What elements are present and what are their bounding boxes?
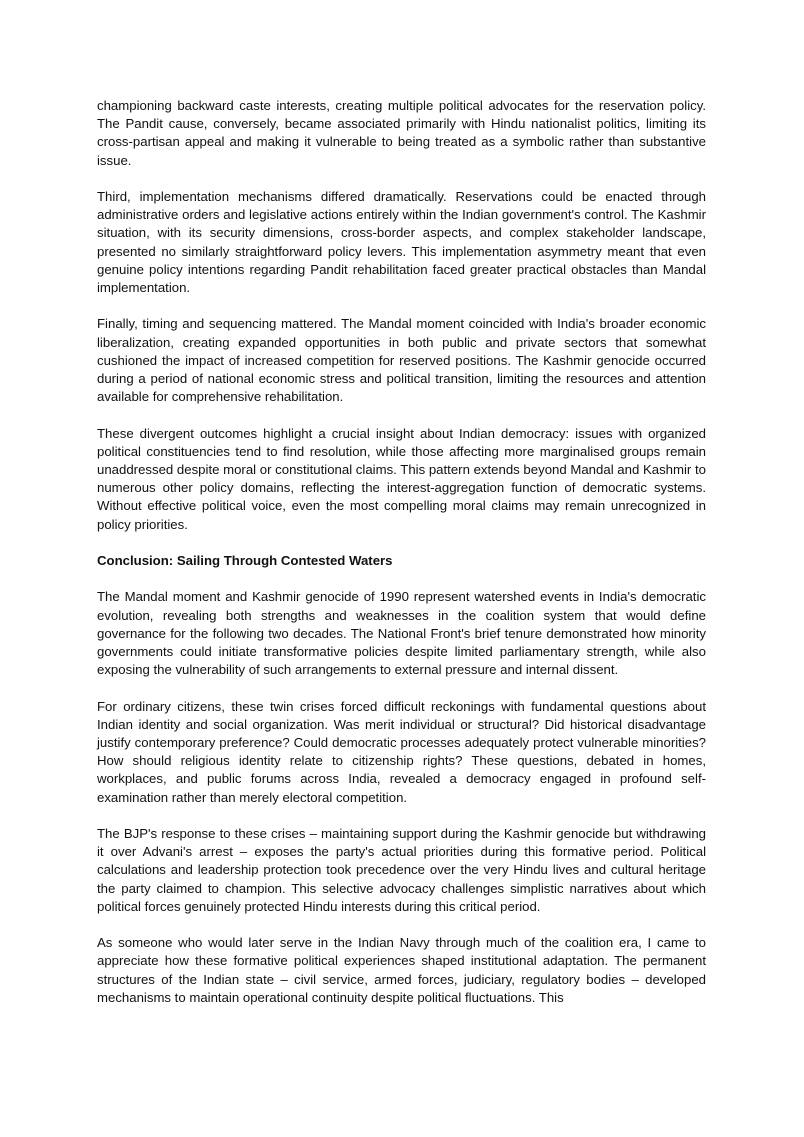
document-page (97, 97, 706, 1025)
body-paragraph: As someone who would later serve in the Indian Navy through much of the coalition era, I came to appreciate how these formative political experiences shaped institutional adaptation. The permanent structures of the Indian state – civil service, armed forces, judiciary, regulatory bodies – developed mechanisms to maintain operational continuity despite political fluctuations. This (97, 935, 706, 1005)
body-paragraph: Finally, timing and sequencing mattered. The Mandal moment coincided with India's broader economic liberalization, creating expanded opportunities in both public and private sectors that somewhat cushioned the impact of increased competition for reserved positions. The Kashmir genocide occurred during a period of national economic stress and political transition, limiting the resources and attention available for comprehensive rehabilitation. (97, 316, 706, 405)
body-paragraph: These divergent outcomes highlight a crucial insight about Indian democracy: issues with organized political constituencies tend to find resolution, while those affecting more marginalised groups remain unaddressed despite moral or constitutional claims. This pattern extends beyond Mandal and Kashmir to numerous other policy domains, reflecting the interest-aggregation function of democratic systems. Without effective political voice, even the most compelling moral claims may remain unrecognized in policy priorities. (97, 425, 706, 532)
body-paragraph: The BJP's response to these crises – maintaining support during the Kashmir genocide but withdrawing it over Advani's arrest – exposes the party's actual priorities during this formative period. Political calculations and leadership protection took precedence over the very Hindu lives and cultural heritage the party claimed to champion. This selective advocacy challenges simplistic narratives about which political forces genuinely protected Hindu interests during this critical period. (97, 826, 706, 914)
body-paragraph: For ordinary citizens, these twin crises forced difficult reckonings with fundamental questions about Indian identity and social organization. Was merit individual or structural? Did historical disadvantage justify contemporary preference? Could democratic processes adequately protect vulnerable minorities? How should religious identity relate to citizenship rights? These questions, debated in homes, workplaces, and public forums across India, revealed a democracy engaged in profound self-examination rather than merely electoral competition. (97, 698, 706, 805)
section-heading: Conclusion: Sailing Through Contested Waters (97, 553, 393, 569)
body-paragraph: Third, implementation mechanisms differed dramatically. Reservations could be enacted through administrative orders and legislative actions entirely within the Indian government's control. The Kashmir situation, with its security dimensions, cross-border aspects, and complex stakeholder landscape, presented no similarly straightforward policy levers. This implementation asymmetry meant that even genuine policy intentions regarding Pandit rehabilitation faced greater practical obstacles than Mandal implementation. (97, 189, 706, 296)
body-paragraph: championing backward caste interests, creating multiple political advocates for the reservation policy. The Pandit cause, conversely, became associated primarily with Hindu nationalist politics, limiting its cross-partisan appeal and making it vulnerable to being treated as a symbolic rather than substantive issue. (97, 98, 706, 168)
body-paragraph: The Mandal moment and Kashmir genocide of 1990 represent watershed events in India's democratic evolution, revealing both strengths and weaknesses in the coalition system that would define governance for the following two decades. The National Front's brief tenure demonstrated how minority governments could initiate transformative policies despite limited parliamentary strength, while also exposing the vulnerability of such arrangements to external pressure and internal dissent. (97, 589, 706, 678)
